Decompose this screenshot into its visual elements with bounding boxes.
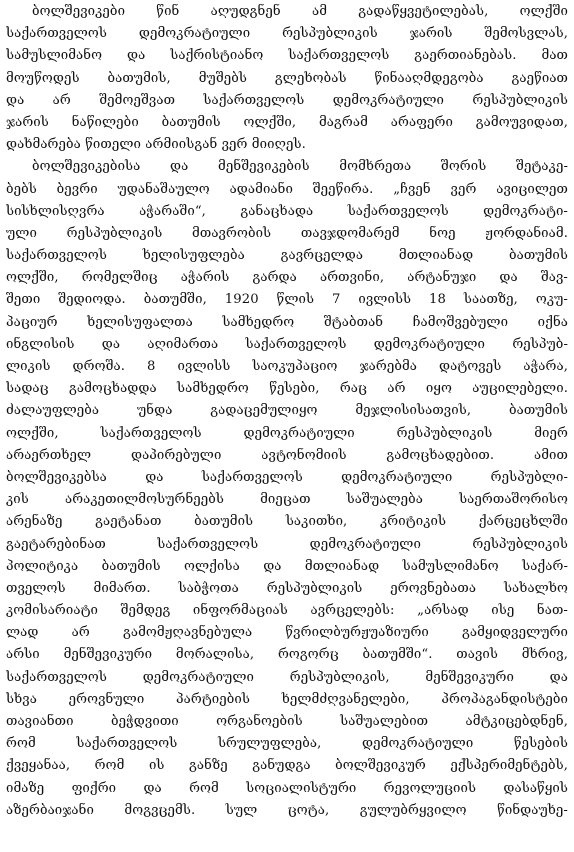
text-line: რომ საქართველოს სრულუფლება, დემოკრატიული წესების <box>6 736 568 752</box>
text-line: დახმარება წითელი არმიისგან ვერ მიიღეს. <box>6 137 306 153</box>
text-line: სისხლისღვრა აჭარაში“, განაცხადა საქართველოს დემოკრატი- <box>6 203 568 219</box>
text-line: ინგლისის და აღიმართა საქართველოს დემოკრატიული რესპუბ- <box>6 336 568 352</box>
text-line: საქართველოს დემოკრატიული რესპუბლიკის, მენშევიკური და <box>6 669 568 685</box>
text-line: ჯარის ნაწილები ბათუმის ოლქში, მაგრამ არაფერი გამოუვიდათ, <box>6 114 568 130</box>
text-line: და არ შემოეშვათ საქართველოს დემოკრატიული რესპუბლიკის <box>6 92 568 108</box>
text-line: საქართველოს ხელისუფლება გავრცელდა მთლიანად ბათუმის <box>6 248 568 264</box>
text-line: ძალაუფლება უნდა გადაცემულიყო მეჯლისისათვის, ბათუმის <box>6 403 568 419</box>
text-line: ქვეყანაა, რომ ის განზე განუდგა ბოლშევიკურ ექსპერიმენტებს, <box>6 758 568 774</box>
text-line: აზერბაიჯანი მოგვცემს. სულ ცოტა, გულუბრყვილო წინდაუხე- <box>6 802 568 818</box>
paragraph-2 <box>6 156 568 822</box>
text-line: ლად არ გამომჟღავნებულა წვრილბურჟუაზიური გამყიდველური <box>6 625 568 641</box>
text-line: გაეტარებინათ საქართველოს დემოკრატიული რესპუბლიკის <box>6 536 568 552</box>
text-line: კის არაკეთილმოსურნეებს მიეცათ საშუალება საერთაშორისო <box>6 492 568 508</box>
text-line: თავიანთი ბეჭდვითი ორგანოების საშუალებით ამტკიცებდნენ, <box>6 714 568 729</box>
text-line: სამუსლიმანო და საქრისტიანო საქართველოს გაერთიანებას. მათ <box>6 48 568 64</box>
text-line: ლიკის დროშა. 8 ივლისს საოკუპაციო ჯარებმა დატოვეს აჭარა, <box>6 359 568 374</box>
text-line: თველოს მიმართ. საბჭოთა რესპუბლიკის ეროვნებათა სახალხო <box>6 580 568 596</box>
text-line: სხვა ეროვნული პარტიების ხელმძღვანელები, პროპაგანდისტები <box>6 691 568 707</box>
text-line: იმაზე ფიქრი და რომ სოციალისტური რევოლუციის დასაწყის <box>6 780 568 796</box>
text-line: ოლქში, რომელშიც აჭარის გარდა ართვინი, არტანუჯი და შავ- <box>6 270 568 286</box>
text-line: არენაზე გაეტანათ ბათუმის საკითხი, კრიტიკის ქარცეცხლში <box>6 514 568 530</box>
text-line: ბებს ბევრი უდანაშაულო ადამიანი შეეწირა. „ჩვენ ვერ ავიცილეთ <box>6 181 568 197</box>
text-line: საქართველოს დემოკრატიული რესპუბლიკის ჯარის შემოსვლას, <box>6 26 568 42</box>
text-line: ბოლშევიკებსა და საქართველოს დემოკრატიული რესპუბლი- <box>6 469 568 485</box>
text-line: ბოლშევიკებისა და მენშევიკების მომხრეთა შორის შეტაკე- <box>32 159 568 175</box>
text-line: სადაც გამოცხადდა სამხედრო წესები, რაც არ იყო აუცილებელი. <box>6 381 568 397</box>
text-line: შეთი შედიოდა. ბათუმში, 1920 წლის 7 ივლისს 18 საათზე, ოკუ- <box>6 292 568 308</box>
text-line: ბოლშევიკები წინ აღუდგნენ ამ გადაწყვეტილებას, ოლქში <box>32 4 568 19</box>
text-line: ოლქში, საქართველოს დემოკრატიული რესპუბლიკის მიერ <box>6 425 568 441</box>
text-line: მოუწოდეს ბათუმის, მუშებს გლეხობას წინააღმდეგობა გაეწიათ <box>6 70 568 86</box>
text-line: პაციურ ხელისუფალთა სამხედრო შტაბთან ჩამოშვებული იქნა <box>6 314 568 330</box>
paragraph-1 <box>6 1 568 156</box>
text-line: კომისარიატი შემდეგ ინფორმაციას ავრცელებს: „არსად ისე ნათ- <box>6 603 568 619</box>
text-line: არსი მენშევიკური მორალისა, როგორც ბათუმში“. თავის მხრივ, <box>6 647 568 663</box>
text-line: პოლიტიკა ბათუმის ოლქისა და მთლიანად სამუსლიმანო საქარ- <box>6 558 568 574</box>
text-line: ული რესპუბლიკის მთავრობის თავჯდომარემ ნოე ჟორდანიამ. <box>6 225 568 241</box>
text-line: არაერთხელ დაპირებული ავტონომიის გამოცხადებით. ამით <box>6 447 568 463</box>
